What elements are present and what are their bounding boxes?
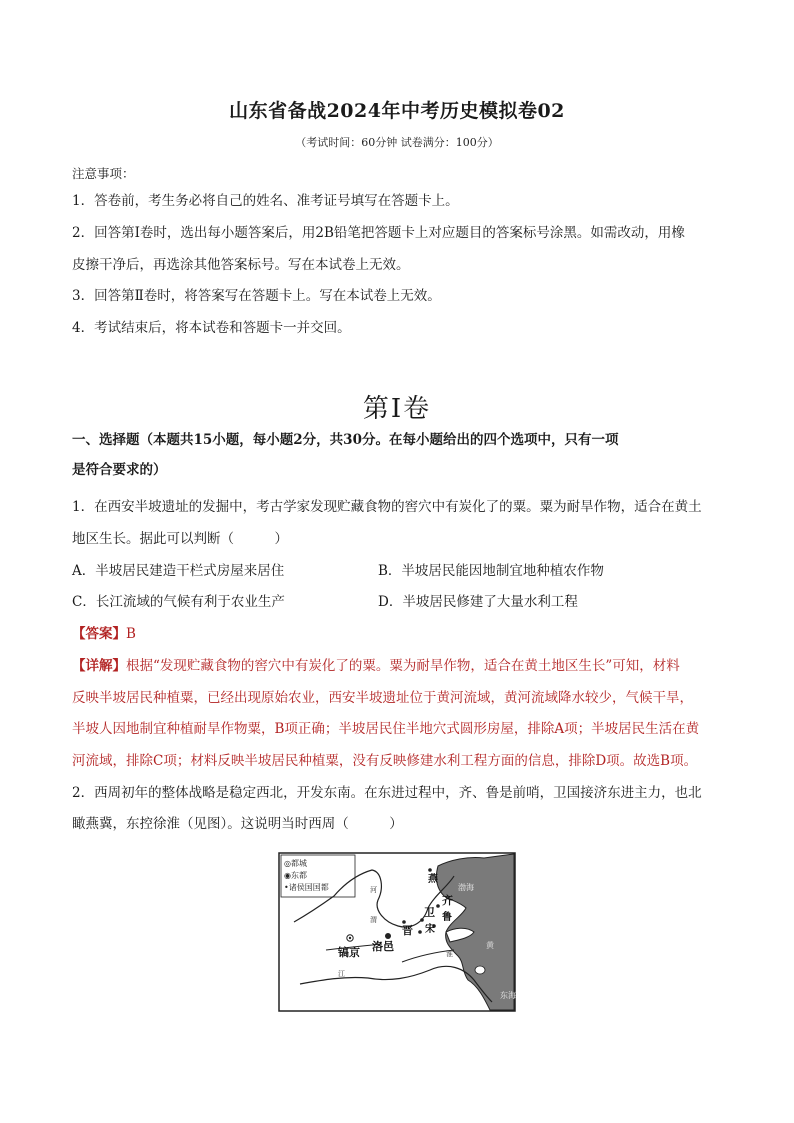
page-title: 山东省备战2024年中考历史模拟卷02 [229,100,565,122]
label-river-he: 河 [370,886,377,894]
notice-item-2-cont: 皮擦干净后，再选涂其他答案标号。写在本试卷上无效。 [72,257,410,273]
q2-stem-1: 2．西周初年的整体战略是稳定西北，开发东南。在东进过程中，齐、鲁是前哨，卫国接济东进主力，也北 [72,785,702,801]
notice-item-1: 1．答卷前，考生务必将自己的姓名、准考证号填写在答题卡上。 [72,193,459,209]
q1-option-a: A．半坡居民建造干栏式房屋来居住 [72,563,285,579]
notice-item-3: 3．回答第Ⅱ卷时，将答案写在答题卡上。写在本试卷上无效。 [72,288,441,304]
legend-capital: ◎都城 [284,859,307,868]
yan-dot [428,868,432,872]
label-bohai: 渤海 [458,883,474,892]
island [475,966,485,974]
q1-detail-1 [72,656,680,676]
label-jin: 晋 [402,924,413,937]
q1-option-d: D．半坡居民修建了大量水利工程 [378,594,578,610]
label-haojing: 镐京 [338,946,360,959]
label-river-jiang: 江 [338,970,345,978]
label-song: 宋 [425,924,435,935]
answer-value: B [126,626,136,642]
label-donghai: 东海 [500,991,516,1000]
answer-label: 【答案】 [72,626,126,642]
q1-stem-1: 1．在西安半坡遗址的发掘中，考古学家发现贮藏食物的窖穴中有炭化了的粟。粟为耐旱作物，适合在黄土 [72,499,702,515]
legend-vassal-capital: •诸侯国国都 [284,883,329,892]
detail-text: 根据“发现贮藏食物的窖穴中有炭化了的粟。粟为耐旱作物，适合在黄土地区生长”可知，材料 [126,658,680,674]
section-instruction-2: 是符合要求的） [72,462,167,478]
label-huanghai: 黄 [486,941,494,950]
detail-label: 【详解】 [72,658,126,674]
q1-option-b: B．半坡居民能因地制宜地种植农作物 [378,563,604,579]
label-luoyi: 洛邑 [372,940,394,953]
qi-dot [436,904,440,908]
notice-heading: 注意事项： [72,166,135,181]
song-dot [418,930,422,934]
section-instruction-1: 一、选择题（本题共15小题，每小题2分，共30分。在每小题给出的四个选项中，只有一项 [72,432,619,448]
section-title: 第Ⅰ卷 [362,394,432,424]
q1-answer [72,624,136,644]
q1-detail-3: 半坡人因地制宜种植耐旱作物粟，B项正确；半坡居民住半地穴式圆形房屋，排除A项；半坡居民生活在黄 [72,721,700,737]
label-yan: 燕 [428,874,438,885]
exam-info: （考试时间：60分钟 试卷满分：100分） [295,136,499,149]
notice-item-2: 2．回答第Ⅰ卷时，选出每小题答案后，用2B铅笔把答题卡上对应题目的答案标号涂黑。如需改动，用橡 [72,225,685,241]
q2-stem-2: 瞰燕冀，东控徐淮（见图）。这说明当时西周（ ） [72,816,403,832]
notice-item-4: 4．考试结束后，将本试卷和答题卡一并交回。 [72,320,351,336]
label-river-huai: 淮 [446,950,453,958]
q1-detail-2: 反映半坡居民种植粟，已经出现原始农业，西安半坡遗址位于黄河流域，黄河流域降水较少，气候干旱， [72,690,693,706]
q1-detail-4: 河流域，排除C项；材料反映半坡居民种植粟，没有反映修建水利工程方面的信息，排除D项。故选B项。 [72,753,698,769]
western-zhou-map [278,852,516,1012]
legend-east-capital: ◉东都 [284,871,307,880]
label-wei: 卫 [424,906,435,919]
q1-option-c: C．长江流域的气候有利于农业生产 [72,594,285,610]
label-qi: 齐 [442,894,453,907]
label-river-wei: 渭 [370,916,377,924]
label-lu: 鲁 [442,912,452,923]
luoyi-dot [385,933,391,939]
q1-stem-2: 地区生长。据此可以判断（ ） [72,531,288,547]
